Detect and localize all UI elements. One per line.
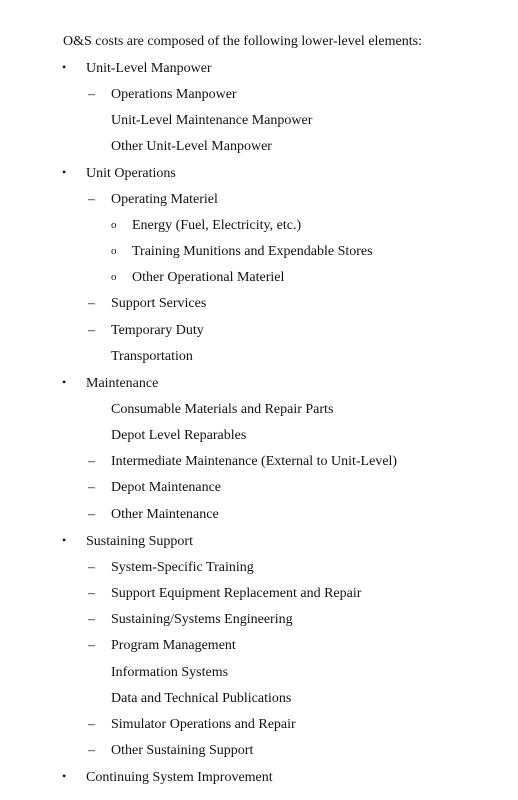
list-item — [88, 664, 228, 682]
list-item-text: Continuing System Improvement — [86, 770, 273, 785]
list-item-text: Unit Operations — [86, 166, 176, 181]
list-item — [62, 164, 176, 183]
list-item-text: Unit-Level Maintenance Manpower — [111, 113, 313, 128]
dash-marker: – — [88, 560, 95, 575]
circle-marker: o — [111, 245, 117, 257]
list-item — [111, 217, 301, 235]
bullet-marker: • — [62, 60, 67, 74]
list-item-text: Depot Maintenance — [111, 480, 222, 495]
dash-marker: – — [88, 454, 95, 469]
bullet-marker: • — [62, 375, 67, 389]
list-item — [62, 768, 273, 787]
list-item — [88, 401, 333, 419]
circle-marker: o — [111, 271, 117, 283]
circle-marker: o — [111, 219, 117, 231]
list-item — [88, 506, 219, 524]
list-item-text: Intermediate Maintenance (External to Unit-Level) — [111, 454, 398, 469]
dash-marker: – — [88, 192, 95, 207]
list-item-text: Sustaining/Systems Engineering — [111, 612, 293, 627]
dash-marker: – — [88, 507, 95, 522]
list-item — [111, 243, 373, 261]
list-item-text: Support Equipment Replacement and Repair — [111, 586, 362, 601]
bullet-marker: • — [62, 165, 67, 179]
list-item — [62, 532, 193, 551]
bullet-marker: • — [62, 533, 67, 547]
list-item-text: Temporary Duty — [111, 323, 204, 338]
list-item-text: Energy (Fuel, Electricity, etc.) — [132, 218, 302, 233]
list-item — [88, 585, 361, 603]
list-item-text: Other Maintenance — [111, 507, 219, 522]
list-item — [88, 348, 193, 366]
list-item — [88, 112, 312, 130]
list-item-text: Operating Materiel — [111, 192, 218, 207]
list-item-text: Information Systems — [111, 665, 229, 680]
list-item-text: Other Sustaining Support — [111, 743, 254, 758]
intro-paragraph: O&S costs are composed of the following lower-level elements: — [63, 34, 422, 49]
dash-marker: – — [88, 586, 95, 601]
list-item-text: Operations Manpower — [111, 87, 237, 102]
list-item — [62, 374, 158, 393]
list-item — [62, 59, 212, 78]
dash-marker: – — [88, 296, 95, 311]
list-item-text: Data and Technical Publications — [111, 691, 292, 706]
dash-marker: – — [88, 638, 95, 653]
list-item — [88, 295, 206, 313]
bullet-marker: • — [62, 769, 67, 783]
list-item-text: Support Services — [111, 296, 207, 311]
list-item-text: Other Operational Materiel — [132, 270, 285, 285]
dash-marker: – — [88, 717, 95, 732]
list-item — [88, 716, 296, 734]
list-item-text: Training Munitions and Expendable Stores — [132, 244, 373, 259]
list-item-text: Maintenance — [86, 376, 159, 391]
list-item — [88, 86, 237, 104]
list-item-text: Simulator Operations and Repair — [111, 717, 296, 732]
list-item — [88, 453, 397, 471]
dash-marker: – — [88, 612, 95, 627]
list-item-text: Unit-Level Manpower — [86, 61, 212, 76]
list-item-text: Consumable Materials and Repair Parts — [111, 402, 334, 417]
list-item — [88, 611, 293, 629]
list-item — [88, 322, 204, 340]
list-item-text: Sustaining Support — [86, 534, 193, 549]
dash-marker: – — [88, 743, 95, 758]
list-item — [88, 637, 236, 655]
list-item — [88, 191, 218, 209]
dash-marker: – — [88, 87, 95, 102]
list-item — [88, 138, 272, 156]
list-item — [111, 269, 284, 287]
dash-marker: – — [88, 480, 95, 495]
dash-marker: – — [88, 323, 95, 338]
list-item-text: Depot Level Reparables — [111, 428, 247, 443]
list-item — [88, 427, 246, 445]
list-item-text: Other Unit-Level Manpower — [111, 139, 272, 154]
list-item-text: Program Management — [111, 638, 236, 653]
list-item — [88, 479, 221, 497]
list-item — [88, 690, 291, 708]
list-item-text: System-Specific Training — [111, 560, 254, 575]
list-item-text: Transportation — [111, 349, 193, 364]
list-item — [88, 742, 253, 760]
list-item — [88, 559, 254, 577]
